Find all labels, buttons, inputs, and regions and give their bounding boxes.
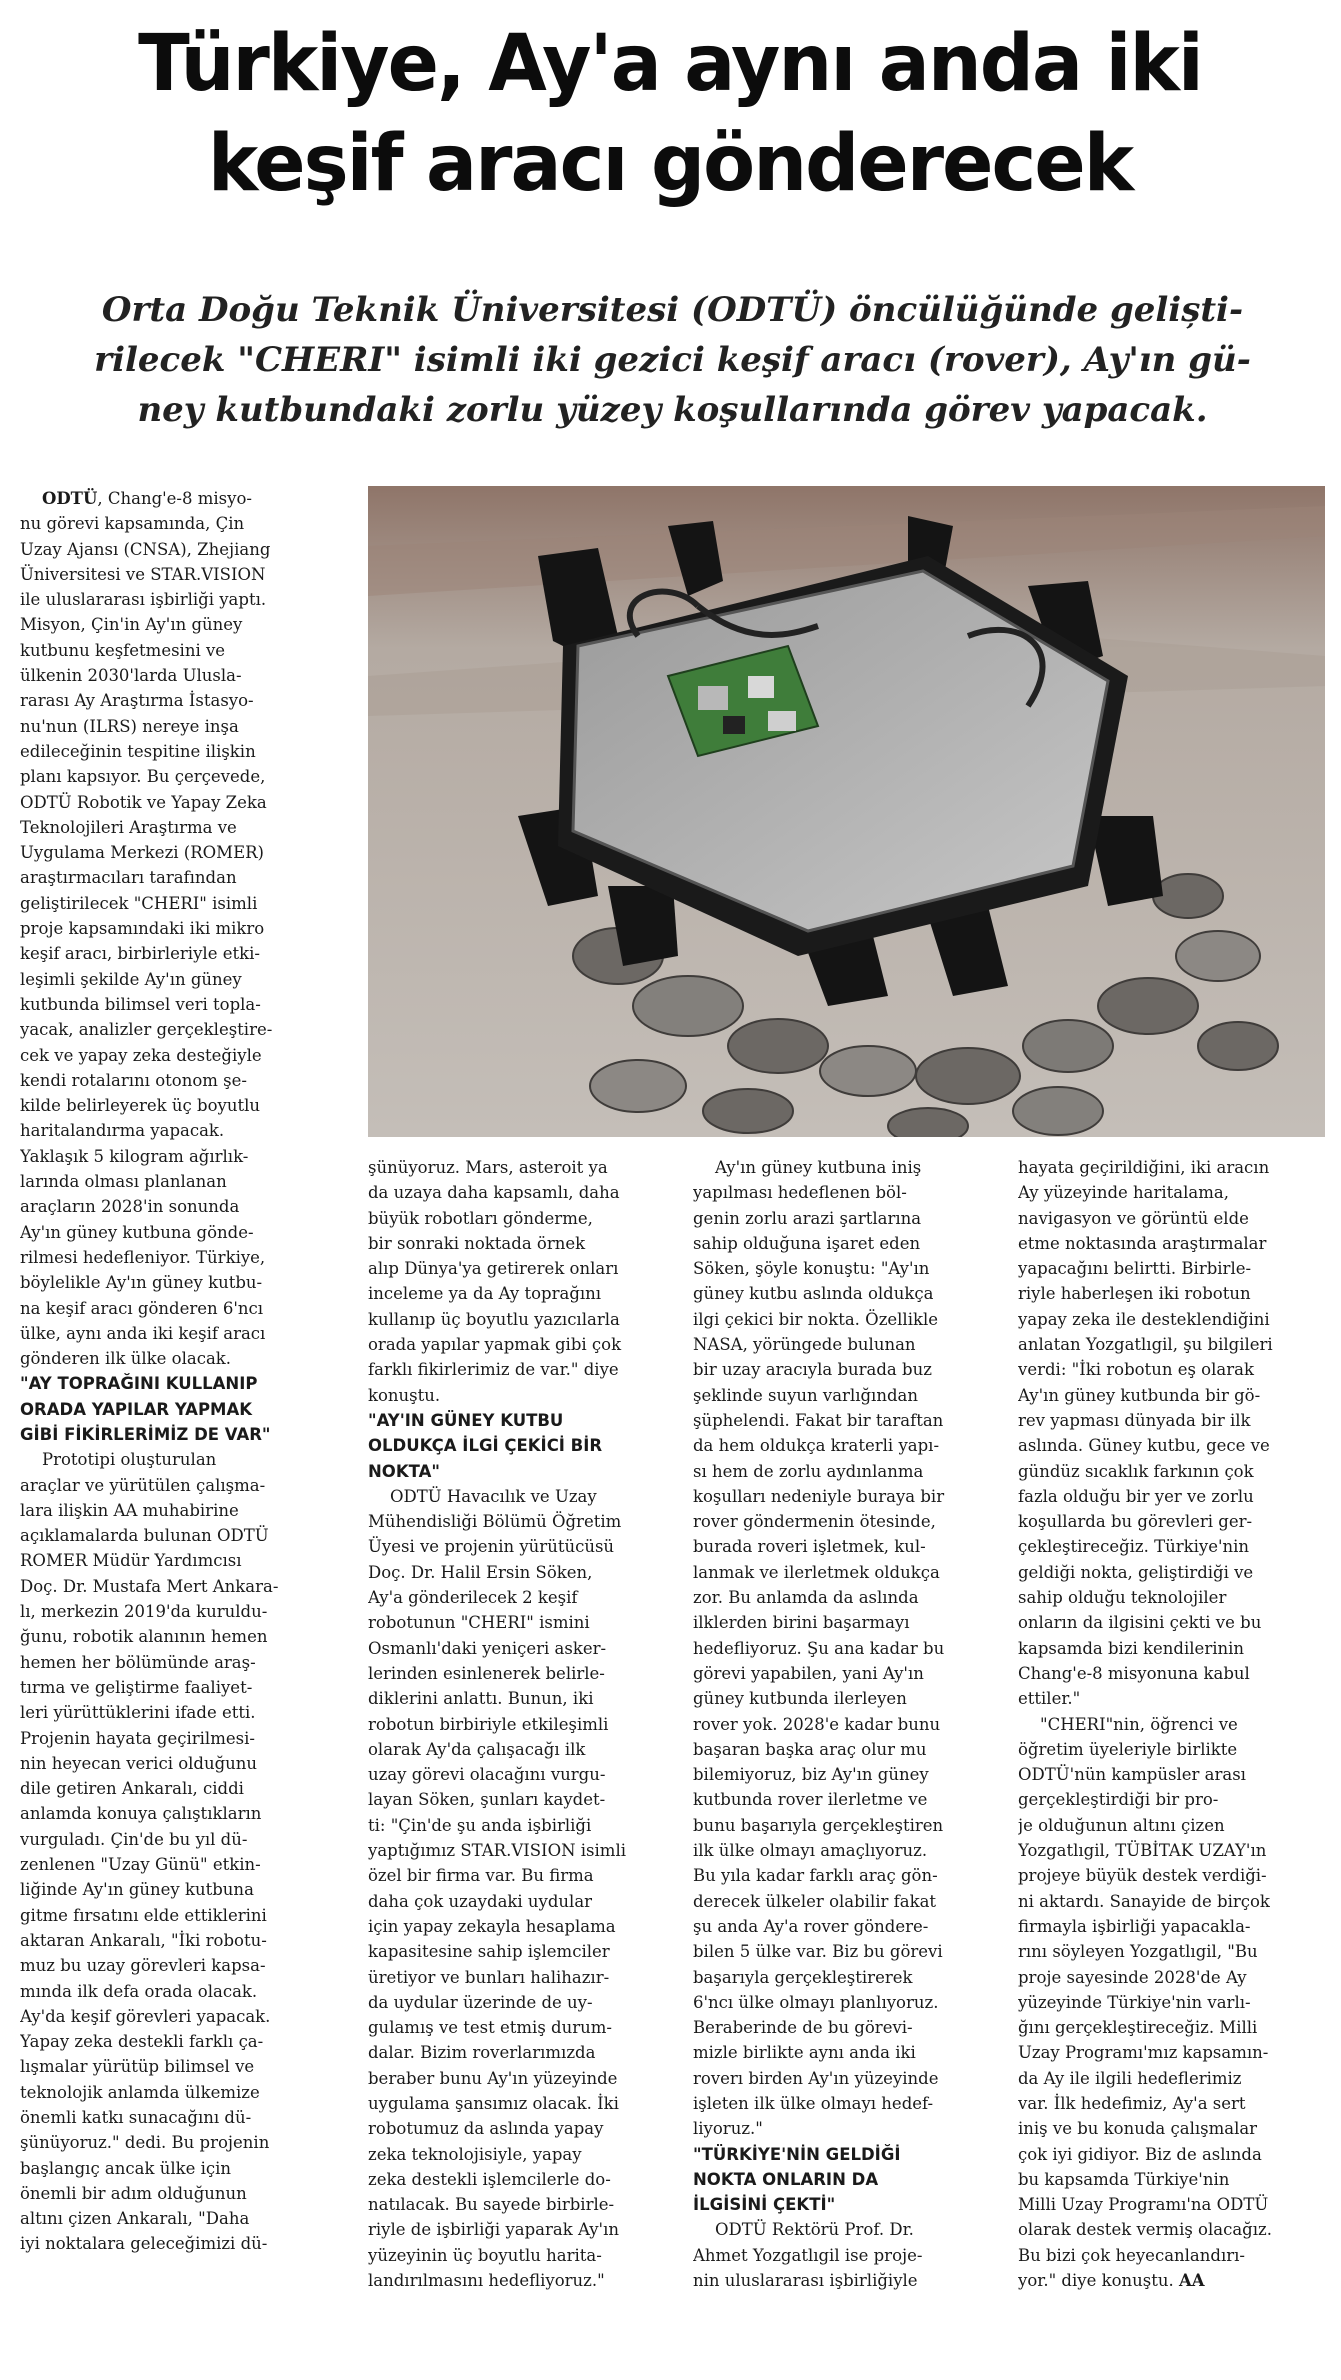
column-2: şünüyoruz. Mars, asteroit ya da uzaya daha kapsamlı, daha büyük robotları gönderme, bir sonraki noktada örnek alıp Dünya'ya getirerek onları inceleme ya da Ay toprağını kullanıp üç boyutlu yazıcılarla orada yapılar yapmak gibi çok farklı fikirlerimiz de var." diye konuştu. "AY'IN GÜNEY KUTBU OLDUKÇA İLGİ ÇEKİCİ BİR NOKTA" ODTÜ Havacılık ve Uzay Mühendisliği Bölümü Öğretim Üyesi ve projenin yürütücüsü Doç. Dr. Halil Ersin Söken, Ay'a gönderilecek 2 keşif robotunun "CHERI" ismini Osmanlı'daki yeniçeri asker- lerinden esinlenerek belirle- diklerini anlattı. Bunun, iki robotun birbiriyle etkileşimli olarak Ay'da çalışacağı ilk uzay görevi olacağını vurgu- layan Söken, şunları kaydet- ti: "Çin'de şu anda işbirliği yaptığımız STAR.VISION isimli özel bir firma var. Bu firma daha çok uzaydaki uydular için yapay zekayla hesaplama kapasitesine sahip işlemciler üretiyor ve bunları halihazır- da uydular üzerinde de uy- gulamış ve test etmiş durum- dalar. Bizim roverlarımızda beraber bunu Ay'ın yüzeyinde uygulama şansımız olacak. İki robotumuz da aslında yapay zeka teknolojisiyle, yapay zeka destekli işlemcilerle do- natılacak. Bu sayede birbirle- riyle de işbirliği yaparak Ay'ın yüzeyinin üç boyutlu harita- landırılmasını hedefliyoruz." [368,1155,683,2293]
column-4: hayata geçirildiğini, iki aracın Ay yüzeyinde haritalama, navigasyon ve görüntü elde etme noktasında araştırmalar yapacağını belirtti. Birbirle- riyle haberleşen iki robotun yapay zeka ile desteklendiğini anlatan Yozgatlıgil, şu bilgileri verdi: "İki robotun eş olarak Ay'ın güney kutbunda bir gö- rev yapması dünyada bir ilk aslında. Güney kutbu, gece ve gündüz sıcaklık farkının çok fazla olduğu bir yer ve zorlu koşullarda bu görevleri ger- çekleştireceğiz. Türkiye'nin geldiği nokta, geliştirdiği ve sahip olduğu teknolojiler onların da ilgisini çekti ve bu kapsamda bizi kendilerinin Chang'e-8 misyonuna kabul ettiler." "CHERI"nin, öğrenci ve öğretim üyeleriyle birlikte ODTÜ'nün kampüsler arası gerçekleştirdiği bir pro- je olduğunun altını çizen Yozgatlıgil, TÜBİTAK UZAY'ın projeye büyük destek verdiği- ni aktardı. Sanayide de birçok firmayla işbirliği yapacakla- rını söyleyen Yozgatlıgil, "Bu proje sayesinde 2028'de Ay yüzeyinde Türkiye'nin varlı- ğını gerçekleştireceğiz. Milli Uzay Programı'mız kapsamın- da Ay ile ilgili hedeflerimiz var. İlk hedefimiz, Ay'a sert iniş ve bu konuda çalışmalar çok iyi gidiyor. Biz de aslında bu kapsamda Türkiye'nin Milli Uzay Programı'na ODTÜ olarak destek vermiş olacağız. Bu bizi çok heyecanlandırı- yor." diye konuştu. AA [1018,1155,1328,2293]
deck [40,285,1305,435]
dateline: ODTÜ [42,489,98,508]
headline-line-2: keşif aracı gönderecek [207,119,1133,209]
column-4-last-line: yor." diye konuştu. AA [1018,2271,1205,2291]
deck-line-3: ney kutbundaki zorlu yüzey koşullarında görev yapacak. [137,390,1208,430]
subheading-1: "AY TOPRAĞINI KULLANIP [20,1374,258,1394]
deck-line-1: Orta Doğu Teknik Üniversitesi (ODTÜ) öncülüğünde geliști- [101,290,1244,330]
column-3: Ay'ın güney kutbuna iniş yapılması hedeflenen böl- genin zorlu arazi şartlarına sahip olduğuna işaret eden Söken, şöyle konuştu: "Ay'ın güney kutbu aslında oldukça ilgi çekici bir nokta. Özellikle NASA, yörüngede bulunan bir uzay aracıyla burada buz şeklinde suyun varlığından şüphelendi. Fakat bir taraftan da hem oldukça kraterli yapı- sı hem de zorlu aydınlanma koşulları nedeniyle buraya bir rover göndermenin ötesinde, burada roveri işletmek, kul- lanmak ve ilerletmek oldukça zor. Bu anlamda da aslında ilklerden birini başarmayı hedefliyoruz. Şu ana kadar bu görevi yapabilen, yani Ay'ın güney kutbunda ilerleyen rover yok. 2028'e kadar bunu başaran başka araç olur mu bilemiyoruz, biz Ay'ın güney kutbunda rover ilerletme ve bunu başarıyla gerçekleştiren ilk ülke olmayı amaçlıyoruz. Bu yıla kadar farklı araç gön- derecek ülkeler olabilir fakat şu anda Ay'a rover göndere- bilen 5 ülke var. Biz bu görevi başarıyla gerçekleştirerek 6'ncı ülke olmayı planlıyoruz. Beraberinde de bu görevi- mizle birlikte aynı anda iki roverı birden Ay'ın yüzeyinde işleten ilk ülke olmayı hedef- liyoruz." "TÜRKİYE'NİN GELDİĞİ NOKTA ONLARIN DA İLGİSİNİ ÇEKTİ" ODTÜ Rektörü Prof. Dr. Ahmet Yozgatlıgil ise proje- nin uluslararası işbirliğiyle [693,1155,1008,2293]
headline-line-1: Türkiye, Ay'a aynı anda iki [138,19,1202,109]
subheading-3: "TÜRKİYE'NİN GELDİĞİ [693,2144,901,2164]
column-1-lead: ODTÜ, Chang'e-8 misyo- [42,489,252,508]
headline [20,14,1320,214]
column-1: ODTÜ, Chang'e-8 misyo- nu görevi kapsamında, Çin Uzay Ajansı (CNSA), Zhejiang Üniversitesi ve STAR.VISION ile uluslararası işbirliği yaptı. Misyon, Çin'in Ay'ın güney kutbunu keşfetmesini ve ülkenin 2030'larda Ulusla- rarası Ay Araştırma İstasyo- nu'nun (ILRS) nereye inşa edileceğinin tespitine ilişkin planı kapsıyor. Bu çerçevede, ODTÜ Robotik ve Yapay Zeka Teknolojileri Araştırma ve Uygulama Merkezi (ROMER) araştırmacıları tarafından geliştirilecek "CHERI" isimli proje kapsamındaki iki mikro keşif aracı, birbirleriyle etki- leşimli şekilde Ay'ın güney kutbunda bilimsel veri topla- yacak, analizler gerçekleştire- cek ve yapay zeka desteğiyle kendi rotalarını otonom şe- kilde belirleyerek üç boyutlu haritalandırma yapacak. Yaklaşık 5 kilogram ağırlık- larında olması planlanan araçların 2028'in sonunda Ay'ın güney kutbuna gönde- rilmesi hedefleniyor. Türkiye, böylelikle Ay'ın güney kutbu- na keşif aracı gönderen 6'ncı ülke, aynı anda iki keşif aracı gönderen ilk ülke olacak. "AY TOPRAĞINI KULLANIP ORADA YAPILAR YAPMAK GİBİ FİKİRLERİMİZ DE VAR" Prototipi oluşturulan araçlar ve yürütülen çalışma- lara ilişkin AA muhabirine açıklamalarda bulunan ODTÜ ROMER Müdür Yardımcısı Doç. Dr. Mustafa Mert Ankara- lı, merkezin 2019'da kuruldu- ğunu, robotik alanının hemen hemen her bölümünde araş- tırma ve geliştirme faaliyet- leri yürüttüklerini ifade etti. Projenin hayata geçirilmesi- nin heyecan verici olduğunu dile getiren Ankaralı, ciddi anlamda konuya çalıştıkların vurguladı. Çin'de bu yıl dü- zenlenen "Uzay Günü" etkin- liğinde Ay'ın güney kutbuna gitme fırsatını elde ettiklerini aktaran Ankaralı, "İki robotu- muz bu uzay görevleri kapsa- mında ilk defa orada olacak. Ay'da keşif görevleri yapacak. Yapay zeka destekli farklı ça- lışmalar yürütüp bilimsel ve teknolojik anlamda ülkemize önemli katkı sunacağını dü- şünüyoruz." dedi. Bu projenin başlangıç ancak ülke için önemli bir adım olduğunun altını çizen Ankaralı, "Daha iyi noktalara geleceğimizi dü- [20,486,340,2257]
rover-photo [368,486,1325,1137]
subheading-2: "AY'IN GÜNEY KUTBU [368,1410,564,1430]
deck-line-2: rilecek "CHERI" isimli iki gezici keşif aracı (rover), Ay'ın gü- [94,340,1251,380]
rover-illustration [368,486,1325,1137]
byline-source: AA [1178,2271,1205,2291]
